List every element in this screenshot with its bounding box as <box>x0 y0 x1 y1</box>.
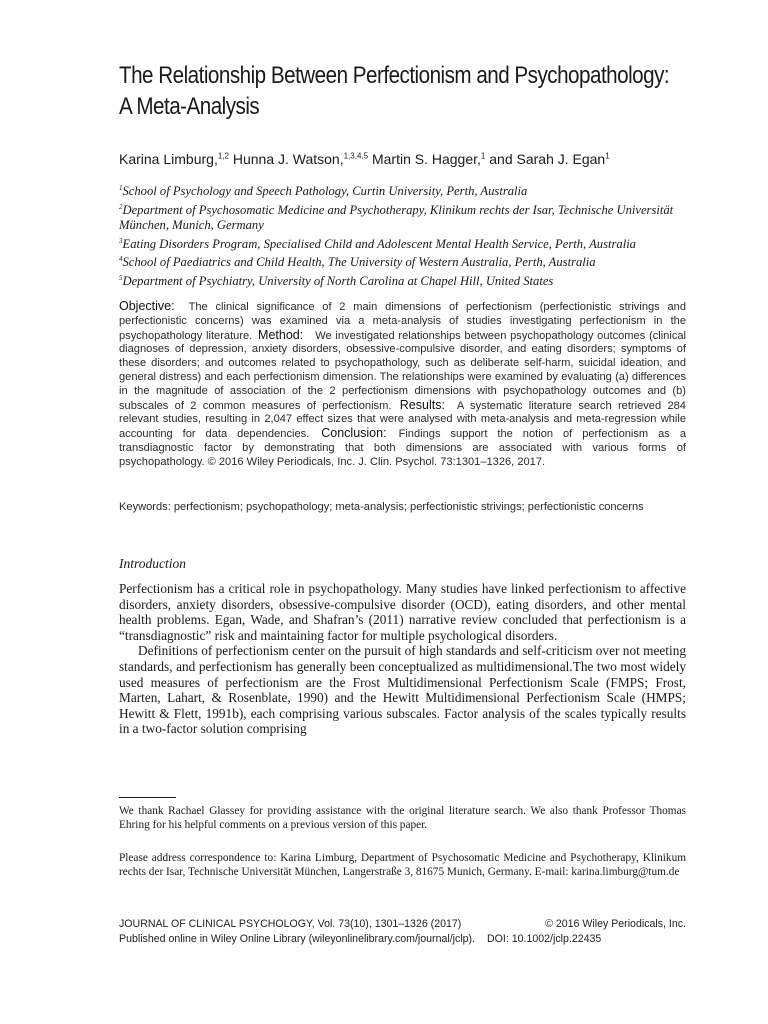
author-name: Hunna J. Watson, <box>232 151 344 167</box>
author-affiliation-marker: 1,3,4,5 <box>343 151 369 161</box>
journal-citation: JOURNAL OF CLINICAL PSYCHOLOGY, Vol. 73(10), 1301–1326 (2017) <box>119 918 462 930</box>
conclusion-label: Conclusion: <box>321 426 387 441</box>
author-affiliation-marker: 1,2 <box>217 151 229 161</box>
title-line-1: The Relationship Between Perfectionism and Psychopathology: <box>119 62 670 89</box>
footnote-divider <box>119 797 176 798</box>
affiliation: $^4$School of Paediatrics and Child Health, The University of Western Australia, Perth, Australia <box>119 255 596 270</box>
page-footer <box>119 917 686 947</box>
introduction-body <box>119 581 686 737</box>
paper-title <box>119 60 670 122</box>
abstract-copyright: © 2016 Wiley Periodicals, Inc. J. Clin. Psychol. 73:1301–1326, 2017. <box>207 455 546 468</box>
author-affiliation-marker: 1 <box>480 151 486 161</box>
author-name: Karina Limburg, <box>119 151 218 167</box>
method-label: Method: <box>258 327 304 342</box>
author-list <box>119 151 686 167</box>
author-name: Martin S. Hagger, <box>371 151 481 167</box>
author-affiliation-marker: 1 <box>605 151 610 161</box>
affiliation-list <box>119 181 686 289</box>
paragraph: Perfectionism has a critical role in psychopathology. Many studies have linked perfectionism to affective disorders, anxiety disorders, obsessive-compulsive disorder (OCD), eating disorders, and other mental health problems. Egan, Wade, and Shafran’s (2011) narrative review concluded that perfectionism is a “transdiagnostic” risk and maintaining factor for multiple psychological disorders. <box>119 581 686 643</box>
conclusion-text: Findings support the notion of perfectionism as a transdiagnostic factor by demonstrating that both dimensions are associated with various forms of psychopathology. <box>119 428 686 468</box>
footer-copyright: © 2016 Wiley Periodicals, Inc. <box>545 918 686 930</box>
paragraph: Definitions of perfectionism center on the pursuit of high standards and self-criticism over not meeting standards, and perfectionism has generally been conceptualized as multidimensional.The two most widely used measures of perfectionism are the Frost Multidimensional Perfectionism Scale (FMPS; Frost, Marten, Lahart, & Rosenblate, 1990) and the Hewitt Multidimensional Perfectionism Scale (HMPS; Hewitt & Flett, 1991b), each comprising various subscales. Factor analysis of the scales typically results in a two-factor solution comprising <box>119 643 686 737</box>
affiliation: $^5$Department of Psychiatry, University of North Carolina at Chapel Hill, United States <box>119 273 554 288</box>
section-heading-introduction: Introduction <box>119 556 186 571</box>
affiliation: $^1$School of Psychology and Speech Pathology, Curtin University, Perth, Australia <box>119 184 528 199</box>
correspondence-footnote: Please address correspondence to: Karina Limburg, Department of Psychosomatic Medicine and Psychotherapy, Klinikum rechts der Isar, Technische Universität München, Langerstraße 3, 81675 Munich, Germany. E-mail: karina.limburg@tum.de <box>119 852 686 878</box>
affiliation: $^2$Department of Psychosomatic Medicine and Psychotherapy, Klinikum rechts der Isar, Technische Universität München, Munich, Germany <box>119 202 674 233</box>
results-text: A systematic literature search retrieved 284 relevant studies, resulting in 2,047 effect sizes that were analysed with meta-analysis and meta-regression while accounting for data dependencies. <box>119 399 686 441</box>
abstract <box>119 300 686 470</box>
keywords: Keywords: perfectionism; psychopathology; meta-analysis; perfectionistic strivings; perfectionistic concerns <box>119 501 644 513</box>
published-online: Published online in Wiley Online Library (wileyonlinelibrary.com/journal/jclp). <box>119 933 476 945</box>
doi: DOI: 10.1002/jclp.22435 <box>487 933 602 945</box>
title-line-2: A Meta-Analysis <box>119 93 260 120</box>
affiliation: $^3$Eating Disorders Program, Specialised Child and Adolescent Mental Health Service, Perth, Australia <box>119 236 636 251</box>
author-name: and Sarah J. Egan <box>489 151 606 167</box>
objective-text: The clinical significance of 2 main dimensions of perfectionism (perfectionistic strivings and perfectionistic concerns) was examined via a meta-analysis of studies investigating perfectionism in the psychopathology literature. <box>119 301 686 342</box>
objective-label: Objective: <box>119 299 175 313</box>
method-text: We investigated relationships between psychopathology outcomes (clinical diagnoses of depression, anxiety disorders, obsessive-compulsive disorder, and eating disorders; symptoms of these disorders; and outcomes related to psychopathology, such as deliberate self-harm, suicidal ideation, and general distress) and each perfectionism dimension. The relationships were examined by evaluating (a) differences in the magnitude of association of the 2 perfectionism dimensions with psychopathology outcomes and (b) subscales of 2 common measures of perfectionism. <box>119 329 686 412</box>
acknowledgement-footnote: We thank Rachael Glassey for providing assistance with the original literature search. We also thank Professor Thomas Ehring for his helpful comments on a previous version of this paper. <box>119 805 686 831</box>
results-label: Results: <box>399 397 445 412</box>
